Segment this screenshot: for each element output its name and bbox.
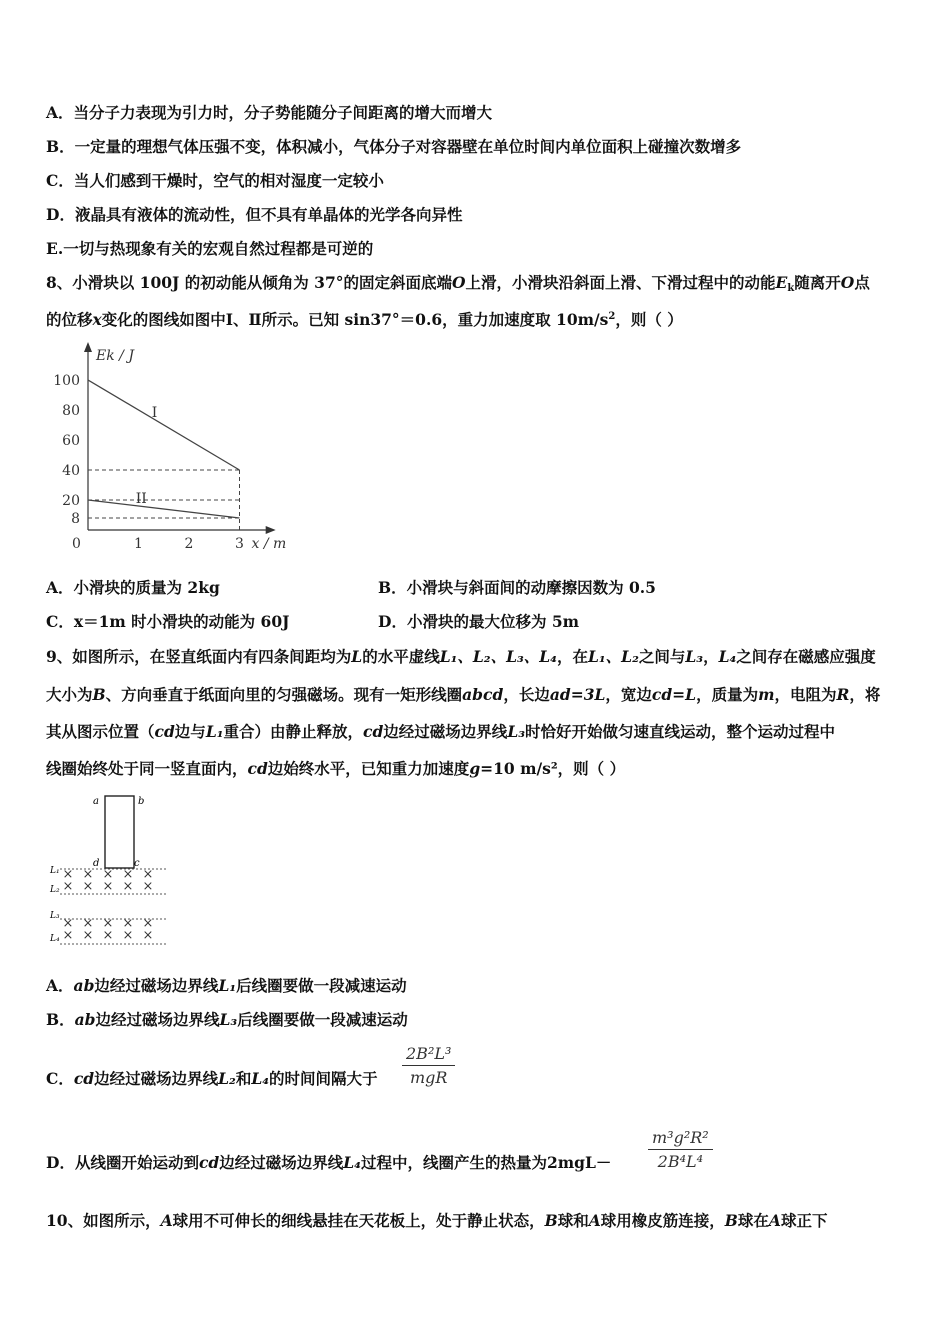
field-cross: × xyxy=(122,879,134,894)
field-cross: × xyxy=(142,916,154,931)
field-cross: × xyxy=(82,916,94,931)
field-cross: × xyxy=(142,928,154,943)
coil-rect xyxy=(105,796,134,868)
field-cross: × xyxy=(102,867,114,882)
field-cross: × xyxy=(102,916,114,931)
y-axis-arrow xyxy=(84,342,92,352)
corner-c: c xyxy=(134,858,140,869)
field-cross: × xyxy=(62,879,74,894)
field-cross: × xyxy=(62,928,74,943)
q9-stem-line2: 大小为B、方向垂直于纸面向里的匀强磁场。现有一矩形线圈abcd，长边ad=3L，宽边cd=L，质量为m，电阻为R，将 xyxy=(46,685,881,704)
label-L2: L₂ xyxy=(50,885,60,895)
origin-label: 0 xyxy=(72,536,81,552)
field-cross: × xyxy=(82,867,94,882)
q8-option-b: B．小滑块与斜面间的动摩擦因数为 0.5 xyxy=(378,578,656,597)
q9-option-b: B．ab边经过磁场边界线L₃后线圈要做一段减速运动 xyxy=(46,1010,408,1029)
q7-option-d: D．液晶具有液体的流动性，但不具有单晶体的光学各向异性 xyxy=(46,205,463,224)
y-axis-label: Ek / J xyxy=(96,348,134,364)
q8-option-c: C．x＝1m 时小滑块的动能为 60J xyxy=(46,612,290,631)
q9-option-c-fraction xyxy=(402,1044,455,1087)
q8-stem-line2: 的位移x变化的图线如图中Ⅰ、Ⅱ所示。已知 sin37°＝0.6，重力加速度取 $10m/s^2$，则（ ） xyxy=(46,310,683,329)
fraction-denominator: 2B⁴L⁴ xyxy=(657,1152,704,1171)
field-cross: × xyxy=(102,879,114,894)
q9-option-d-fraction xyxy=(648,1128,713,1171)
y-tick-label: 100 xyxy=(53,373,80,389)
x-tick-label: 2 xyxy=(184,536,194,552)
x-axis-label: x / m xyxy=(251,536,287,552)
x-tick-label: 3 xyxy=(235,536,244,552)
y-tick-label: 80 xyxy=(62,403,80,419)
label-L3: L₃ xyxy=(50,911,60,921)
q7-option-c: C．当人们感到干燥时，空气的相对湿度一定较小 xyxy=(46,171,384,190)
field-cross: × xyxy=(62,916,74,931)
q7-option-a: A．当分子力表现为引力时，分子势能随分子间距离的增大而增大 xyxy=(46,103,493,122)
q9-stem-line4: 线圈始终处于同一竖直面内，cd边始终水平，已知重力加速度g=10 m/s²，则（ ） xyxy=(46,759,626,778)
q8-ek-x-chart xyxy=(52,340,302,560)
q7-option-e: E.一切与热现象有关的宏观自然过程都是可逆的 xyxy=(46,239,374,258)
x-tick-label: 1 xyxy=(134,536,143,552)
y-tick-label: 20 xyxy=(62,493,80,509)
y-tick-label: 40 xyxy=(62,463,80,479)
field-cross: × xyxy=(102,928,114,943)
fraction-denominator: mgR xyxy=(409,1068,448,1087)
field-cross: × xyxy=(82,928,94,943)
fraction-numerator: 2B²L³ xyxy=(402,1044,455,1066)
corner-a: a xyxy=(93,796,99,807)
q8-option-d: D．小滑块的最大位移为 5m xyxy=(378,612,580,631)
q9-coil-field-figure xyxy=(48,790,178,950)
series-line-2 xyxy=(88,500,240,518)
field-cross: × xyxy=(62,867,74,882)
field-cross: × xyxy=(82,879,94,894)
q8-stem-line1: 8、小滑块以 100J 的初动能从倾角为 37°的固定斜面底端O上滑，小滑块沿斜面上滑、下滑过程中的动能$E_k$随离开O点 xyxy=(46,273,870,294)
q9-option-d: D．从线圈开始运动到cd边经过磁场边界线L₄过程中，线圈产生的热量为2mgL－ xyxy=(46,1153,612,1172)
q9-option-a: A．ab边经过磁场边界线L₁后线圈要做一段减速运动 xyxy=(46,976,407,995)
label-L4: L₄ xyxy=(50,934,60,944)
y-tick-label: 8 xyxy=(71,511,80,527)
corner-d: d xyxy=(93,858,100,869)
corner-b: b xyxy=(138,796,145,807)
q9-stem-line1: 9、如图所示，在竖直纸面内有四条间距均为L的水平虚线L₁、L₂、L₃、L₄，在L₁、L₂之间与L₃，L₄之间存在磁感应强度 xyxy=(46,647,876,666)
series-label-1: I xyxy=(151,405,158,421)
series-line-1 xyxy=(88,380,240,470)
q9-option-c: C．cd边经过磁场边界线L₂和L₄的时间间隔大于 xyxy=(46,1069,378,1088)
x-axis-arrow xyxy=(266,526,276,534)
label-L1: L₁ xyxy=(50,866,60,876)
field-cross: × xyxy=(122,916,134,931)
q9-stem-line3: 其从图示位置（cd边与L₁重合）由静止释放，cd边经过磁场边界线L₃时恰好开始做匀速直线运动，整个运动过程中 xyxy=(46,722,836,741)
field-cross: × xyxy=(122,867,134,882)
field-cross: × xyxy=(142,867,154,882)
q7-option-b: B．一定量的理想气体压强不变，体积减小，气体分子对容器壁在单位时间内单位面积上碰撞次数增多 xyxy=(46,137,742,156)
fraction-numerator: m³g²R² xyxy=(648,1128,713,1150)
field-cross: × xyxy=(142,879,154,894)
y-tick-label: 60 xyxy=(62,433,80,449)
series-label-2: II xyxy=(135,491,147,507)
q10-stem-line1: 10、如图所示，A球用不可伸长的细线悬挂在天花板上，处于静止状态，B球和A球用橡皮筋连接，B球在A球正下 xyxy=(46,1211,828,1230)
field-cross: × xyxy=(122,928,134,943)
q8-option-a: A．小滑块的质量为 2kg xyxy=(46,578,220,597)
